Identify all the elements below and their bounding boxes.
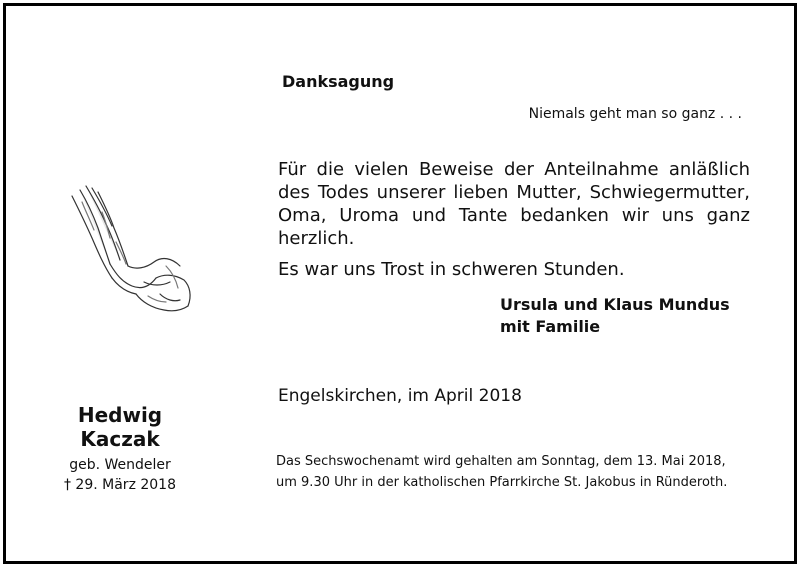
page-title: Danksagung [282,72,395,91]
mass-notice-line: um 9.30 Uhr in der katholischen Pfarrkirche St. Jakobus in Ründeroth. [276,475,728,490]
signature-family: mit Familie [500,317,601,336]
mass-notice-line: Das Sechswochenamt wird gehalten am Sonntag, dem 13. Mai 2018, [276,454,726,469]
comfort-paragraph: Es war uns Trost in schweren Stunden. [278,259,625,280]
motto: Niemals geht man so ganz . . . [528,106,742,122]
signature [500,294,730,338]
mass-notice [276,451,750,493]
deceased-name: Hedwig Kaczak [77,403,163,451]
deceased-block [36,403,204,495]
thanks-paragraph: Für die vielen Beweise der Anteilnahme anläßlich des Todes unserer lieben Mutter, Schwiegermutter, Oma, Uroma und Tante bedanken wir uns ganz herzlich. [278,159,750,249]
deceased-details [36,455,204,495]
death-date: † 29. März 2018 [63,477,176,493]
praying-hands-icon [62,182,198,318]
thanks-text [278,158,750,281]
place-date: Engelskirchen, im April 2018 [278,386,522,406]
birth-name: geb. Wendeler [69,457,171,473]
signature-names: Ursula und Klaus Mundus [500,295,730,314]
